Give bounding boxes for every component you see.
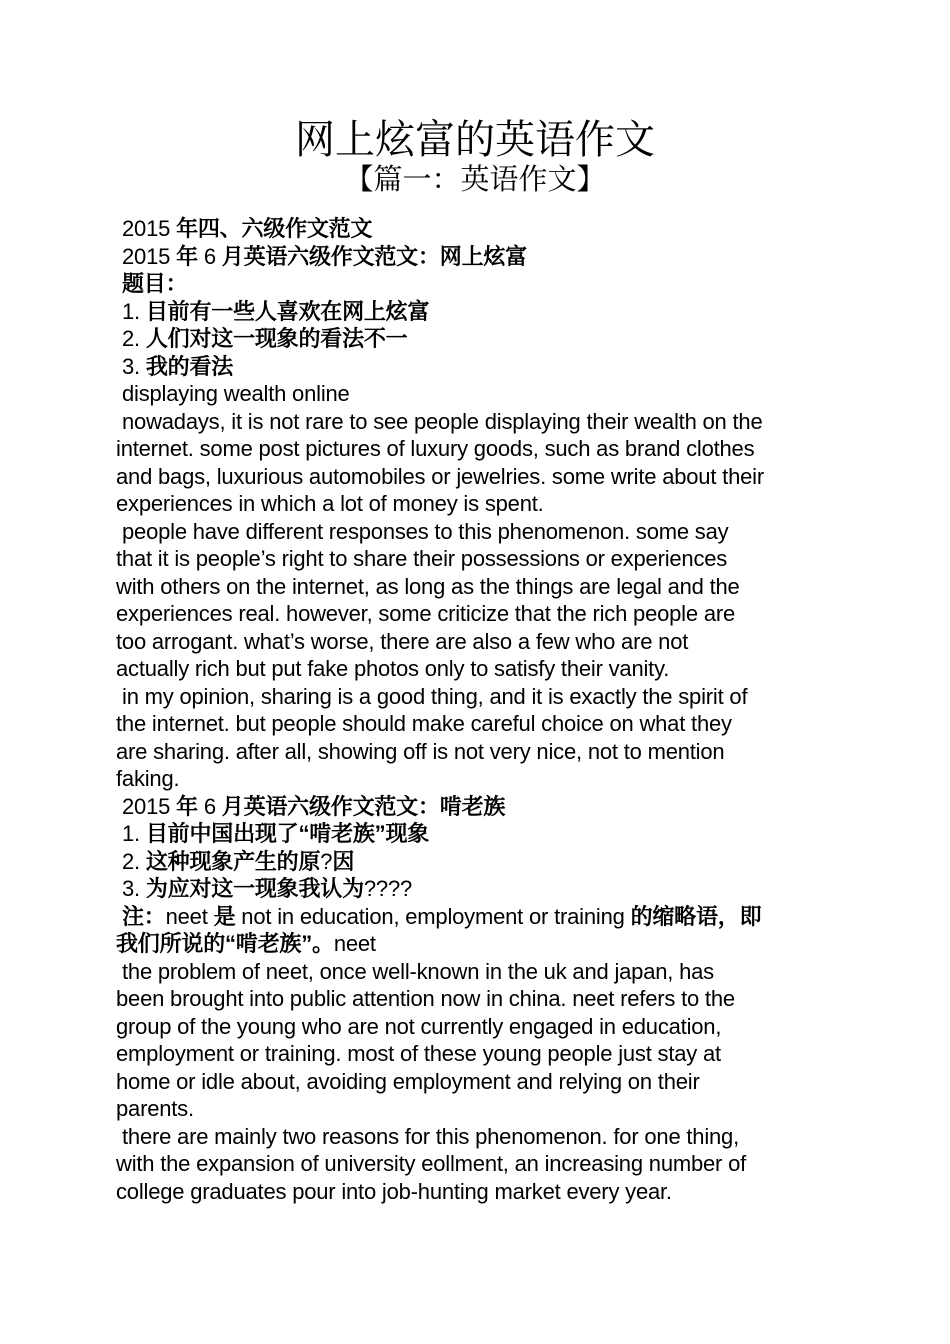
note-label: 注： bbox=[122, 903, 166, 929]
list-item bbox=[116, 353, 840, 381]
paragraph-line: in my opinion, sharing is a good thing, and it is exactly the spirit of bbox=[122, 683, 748, 709]
list-number: 2. bbox=[122, 326, 140, 351]
paragraph-line: experiences in which a lot of money is spent. bbox=[116, 491, 544, 516]
list-number: 3. bbox=[122, 353, 140, 379]
paragraph-line: internet. some post pictures of luxury goods, such as brand clothes bbox=[116, 436, 755, 461]
paragraph-line: the internet. but people should make careful choice on what they bbox=[116, 711, 732, 736]
heading-line bbox=[116, 243, 840, 271]
paragraph-line: college graduates pour into job-hunting market every year. bbox=[116, 1178, 672, 1204]
heading-text: 月英语六级作文范文：啃老族 bbox=[221, 793, 506, 819]
list-item bbox=[116, 848, 840, 876]
list-number: 2. bbox=[122, 848, 140, 874]
topic-label: 题目： bbox=[122, 271, 188, 296]
heading-text: 年四、六级作文范文 bbox=[176, 216, 373, 241]
paragraph-line: people have different responses to this phenomenon. some say bbox=[122, 518, 729, 544]
list-item bbox=[116, 298, 840, 326]
list-item bbox=[116, 820, 840, 848]
note-text: neet bbox=[165, 903, 208, 929]
heading-text: 年 bbox=[176, 793, 198, 819]
list-text: 人们对这一现象的看法不一 bbox=[145, 326, 408, 351]
paragraph-line: with others on the internet, as long as the things are legal and the bbox=[116, 573, 740, 599]
heading-text: 年 bbox=[176, 243, 198, 269]
list-text: 因 bbox=[332, 848, 355, 874]
document-subtitle: 【篇一：英语作文】 bbox=[344, 164, 606, 196]
list-text: 目前中国出现了“啃老族”现象 bbox=[145, 821, 430, 846]
list-number: 3. bbox=[122, 876, 140, 901]
paragraph-line: experiences real. however, some criticize that the rich people are bbox=[116, 601, 736, 626]
list-item bbox=[116, 875, 840, 903]
paragraph-line: home or idle about, avoiding employment and relying on their bbox=[116, 1068, 700, 1094]
document-body bbox=[116, 215, 840, 1205]
year-text: 2015 bbox=[122, 243, 171, 269]
month-number: 6 bbox=[203, 243, 216, 269]
note-line bbox=[116, 930, 840, 958]
month-number: 6 bbox=[203, 793, 216, 819]
note-text: 我们所说的“啃老族”。 bbox=[116, 931, 334, 956]
paragraph-line: nowadays, it is not rare to see people displaying their wealth on the bbox=[122, 408, 763, 434]
note-line bbox=[116, 903, 840, 931]
note-text: not in education, employment or training bbox=[241, 903, 625, 929]
essay-title: displaying wealth online bbox=[122, 381, 350, 406]
note-text: 是 bbox=[213, 903, 236, 929]
list-item bbox=[116, 325, 840, 353]
list-text: 我的看法 bbox=[145, 353, 234, 379]
paragraph-line: that it is people’s right to share their possessions or experiences bbox=[116, 546, 728, 571]
note-text: neet bbox=[333, 931, 376, 956]
paragraph-line: are sharing. after all, showing off is not very nice, not to mention bbox=[116, 738, 725, 764]
paragraph-line: the problem of neet, once well-known in the uk and japan, has bbox=[122, 958, 714, 984]
heading-text: 月英语六级作文范文：网上炫富 bbox=[221, 243, 527, 269]
paragraph-line: and bags, luxurious automobiles or jewelries. some write about their bbox=[116, 463, 764, 489]
paragraph-line: with the expansion of university eollment, an increasing number of bbox=[116, 1151, 747, 1176]
question-mark: ? bbox=[320, 848, 333, 874]
paragraph-line: actually rich but put fake photos only to satisfy their vanity. bbox=[116, 656, 670, 681]
paragraph-line: parents. bbox=[116, 1096, 194, 1121]
paragraph-line: group of the young who are not currently engaged in education, bbox=[116, 1013, 722, 1039]
note-text: 的缩略语，即 bbox=[630, 903, 762, 929]
list-number: 1. bbox=[122, 821, 140, 846]
list-text: 这种现象产生的原 bbox=[145, 848, 321, 874]
list-number: 1. bbox=[122, 298, 140, 324]
paragraph-line: employment or training. most of these young people just stay at bbox=[116, 1041, 721, 1066]
list-text: 目前有一些人喜欢在网上炫富 bbox=[145, 298, 430, 324]
year-text: 2015 bbox=[122, 216, 171, 241]
question-marks: ???? bbox=[363, 876, 413, 901]
list-text: 为应对这一现象我认为 bbox=[145, 876, 364, 901]
paragraph-line: faking. bbox=[116, 766, 180, 791]
paragraph-line: too arrogant. what’s worse, there are also a few who are not bbox=[116, 628, 689, 654]
year-text: 2015 bbox=[122, 793, 171, 819]
document-title: 网上炫富的英语作文 bbox=[295, 118, 655, 162]
heading-line bbox=[116, 793, 840, 821]
paragraph-line: there are mainly two reasons for this phenomenon. for one thing, bbox=[122, 1123, 740, 1149]
heading-line bbox=[116, 215, 840, 243]
paragraph-line: been brought into public attention now in china. neet refers to the bbox=[116, 986, 735, 1011]
